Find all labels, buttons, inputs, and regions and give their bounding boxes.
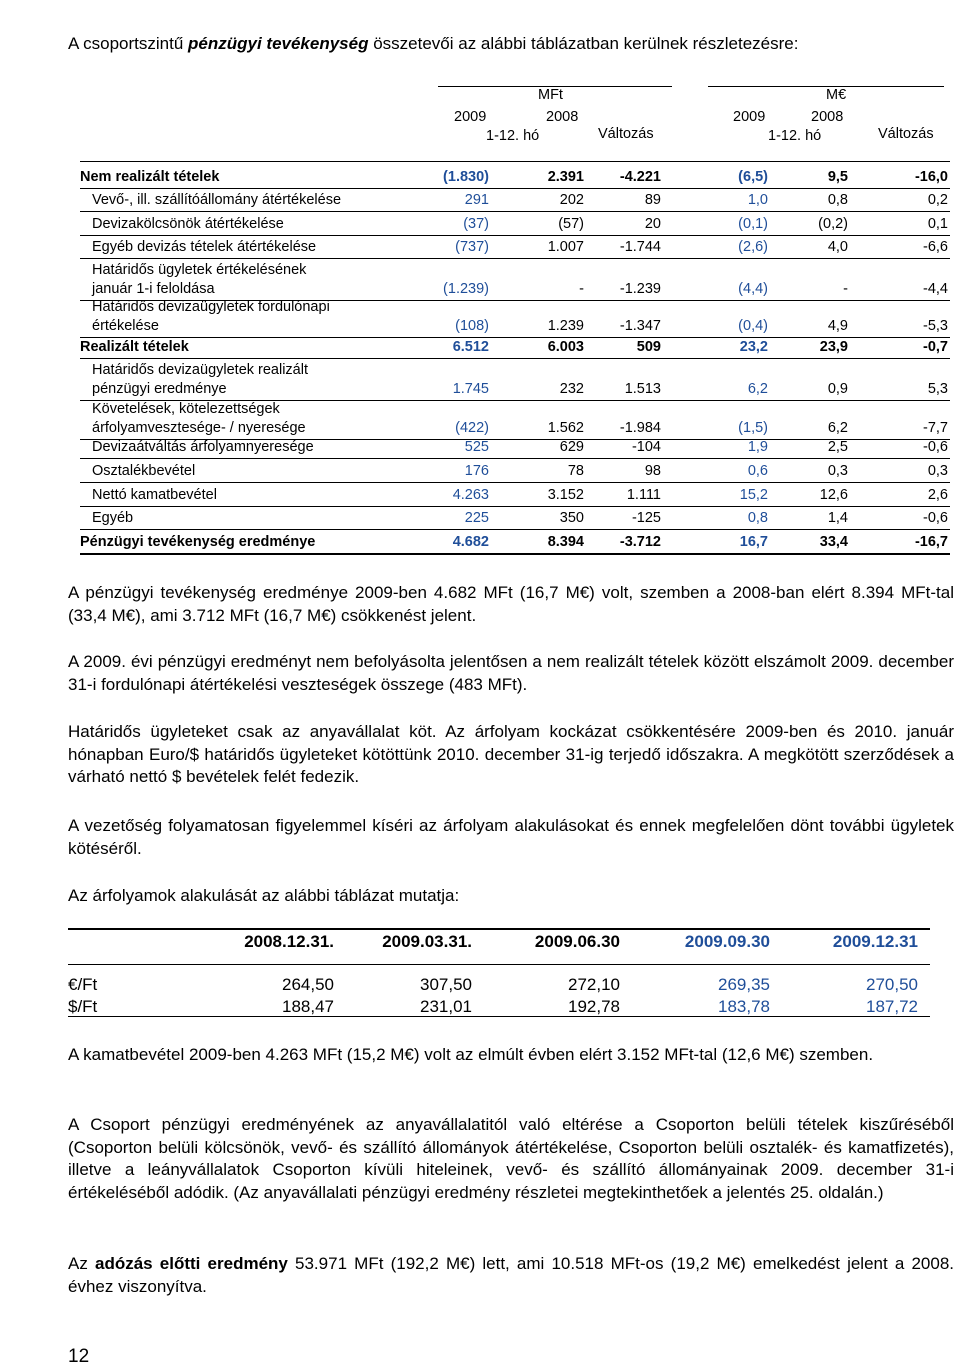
- row-value: 1.745: [452, 381, 489, 397]
- row-value: 33,4: [819, 534, 848, 550]
- row-value: 2,5: [827, 439, 848, 455]
- row-value: 15,2: [739, 487, 768, 503]
- row-value: (4,4): [738, 281, 768, 297]
- row-label: Nettó kamatbevétel: [92, 487, 217, 503]
- row-separator: [80, 358, 950, 359]
- row-value: 176: [464, 463, 489, 479]
- row-separator: [80, 458, 950, 459]
- row-value: -: [843, 281, 848, 297]
- row-value: -0,7: [923, 339, 948, 355]
- rate-value: 307,50: [420, 975, 472, 994]
- row-label-continued: értékelése: [92, 318, 159, 334]
- rate-column-header: 2009.12.31: [832, 932, 918, 951]
- row-value: -4.221: [619, 169, 661, 185]
- pretax-emphasis: adózás előtti eredmény: [95, 1254, 288, 1273]
- row-separator: [80, 506, 950, 507]
- row-value: 6,2: [827, 420, 848, 436]
- row-value: -5,3: [923, 318, 948, 334]
- rate-table-top-line: [68, 928, 930, 930]
- row-value: 23,9: [819, 339, 848, 355]
- row-label: Pénzügyi tevékenység eredménye: [80, 534, 316, 550]
- row-value: (1.239): [443, 281, 489, 297]
- row-value: (1.830): [443, 169, 489, 185]
- rate-value: 231,01: [420, 997, 472, 1016]
- row-value: (2,6): [738, 239, 768, 255]
- rate-value: 269,35: [718, 975, 770, 994]
- row-value: 4.682: [452, 534, 489, 550]
- row-value: (6,5): [738, 169, 768, 185]
- row-label: Vevő-, ill. szállítóállomány átértékelése: [92, 192, 342, 208]
- row-separator: [80, 482, 950, 483]
- col-header-2009-mft: 2009: [454, 109, 487, 125]
- row-value: 225: [464, 510, 489, 526]
- row-value: -1.239: [619, 281, 661, 297]
- row-value: -7,7: [923, 420, 948, 436]
- row-separator: [80, 258, 950, 259]
- paragraph-financial-result: A pénzügyi tevékenység eredménye 2009-ben 4.682 MFt (16,7 M€) volt, szemben a 2008-ban elért 8.394 MFt-tal (33,4 M€), ami 3.712 MFt (16,7 M€) csökkenést jelent.: [68, 583, 954, 625]
- row-value: 16,7: [739, 534, 768, 550]
- row-value: (57): [558, 216, 584, 232]
- row-value: 20: [644, 216, 661, 232]
- row-value: 98: [644, 463, 661, 479]
- row-value: -16,7: [914, 534, 948, 550]
- col-header-period-meur: 1-12. hó: [768, 128, 822, 144]
- row-value: -1.347: [619, 318, 661, 334]
- row-value: 89: [644, 192, 661, 208]
- row-label-continued: árfolyamvesztesége- / nyeresége: [92, 420, 306, 436]
- row-value: 4.263: [452, 487, 489, 503]
- group-header-meur: M€: [826, 87, 847, 103]
- row-value: 291: [464, 192, 489, 208]
- intro-emphasis: pénzügyi tevékenység: [188, 34, 369, 53]
- rate-column-header: 2009.03.31.: [382, 932, 472, 951]
- row-value: 1,9: [747, 439, 768, 455]
- col-header-2009-meur: 2009: [733, 109, 766, 125]
- row-value: 0,3: [927, 463, 948, 479]
- rate-value: 192,78: [568, 997, 620, 1016]
- row-value: 0,1: [927, 216, 948, 232]
- row-value: (0,4): [738, 318, 768, 334]
- paragraph-forward-deals: Határidős ügyleteket csak az anyavállalat köt. Az árfolyam kockázat csökkentésére 2009-ben és 2010. január hónapban Euro/$ határidős ügyleteket kötöttünk 2010. december 31-ig terjedő időszakra. A megkötött szerződések a várható nettó $ bevételek felét fedezik.: [68, 722, 954, 786]
- rate-column-header: 2009.09.30: [684, 932, 770, 951]
- row-value: (422): [455, 420, 489, 436]
- row-value: (108): [455, 318, 489, 334]
- intro-text: A csoportszintű pénzügyi tevékenység összetevői az alábbi táblázatban kerülnek részletezésre:: [68, 34, 799, 53]
- rate-table-bottom-line: [68, 1016, 930, 1017]
- row-label-continued: január 1-i feloldása: [92, 281, 215, 297]
- row-label: Egyéb devizás tételek átértékelése: [92, 239, 317, 255]
- col-header-2008-meur: 2008: [811, 109, 844, 125]
- rate-value: 188,47: [282, 997, 334, 1016]
- row-value: -16,0: [914, 169, 948, 185]
- row-label: Realizált tételek: [80, 339, 189, 355]
- col-header-2008-mft: 2008: [546, 109, 579, 125]
- row-value: -125: [631, 510, 661, 526]
- row-value: (0,1): [738, 216, 768, 232]
- paragraph-unrealized: A 2009. évi pénzügyi eredményt nem befolyásolta jelentősen a nem realizált tételek között elszámolt 2009. december 31-i fordulónapi átértékelési veszteségek összege (483 MFt).: [68, 652, 954, 694]
- row-value: -4,4: [923, 281, 948, 297]
- row-value: 232: [559, 381, 584, 397]
- rate-value: 183,78: [718, 997, 770, 1016]
- row-value: 350: [559, 510, 584, 526]
- row-label: Devizaátváltás árfolyamnyeresége: [92, 439, 314, 455]
- rate-value: 270,50: [866, 975, 918, 994]
- row-value: (1,5): [738, 420, 768, 436]
- row-value: 0,6: [747, 463, 768, 479]
- row-value: 6.003: [547, 339, 584, 355]
- row-value: 23,2: [739, 339, 768, 355]
- paragraph-pretax: Az adózás előtti eredmény 53.971 MFt (192,2 M€) lett, ami 10.518 MFt-os (19,2 M€) emelkedést jelent a 2008. évhez viszonyítva.: [68, 1254, 955, 1296]
- col-header-change-mft: Változás: [598, 126, 654, 142]
- row-value: 202: [559, 192, 584, 208]
- paragraph-management: A vezetőség folyamatosan figyelemmel kíséri az árfolyam alakulásokat és ennek megfelelően dönt további ügyletek kötéséről.: [68, 816, 954, 858]
- row-label: Határidős devizaügyletek fordulónapi: [92, 299, 330, 315]
- row-separator: [80, 529, 950, 530]
- row-value: 12,6: [819, 487, 848, 503]
- row-value: 1.513: [624, 381, 661, 397]
- row-value: 1,4: [827, 510, 848, 526]
- row-value: 1.239: [547, 318, 584, 334]
- row-value: 0,8: [827, 192, 848, 208]
- row-label: Egyéb: [92, 510, 134, 526]
- row-value: -1.984: [619, 420, 661, 436]
- row-value: 2,6: [927, 487, 948, 503]
- rate-row-label: $/Ft: [68, 997, 98, 1016]
- financial-activity-table: [68, 78, 952, 562]
- row-value: 1.562: [547, 420, 584, 436]
- row-value: 1,0: [747, 192, 768, 208]
- row-value: 0,8: [747, 510, 768, 526]
- row-separator: [80, 235, 950, 236]
- row-value: (0,2): [818, 216, 848, 232]
- row-separator: [80, 188, 950, 189]
- row-label: Osztalékbevétel: [92, 463, 196, 479]
- row-separator: [80, 337, 950, 338]
- page-number: 12: [68, 1346, 90, 1367]
- row-label-continued: pénzügyi eredménye: [92, 381, 227, 397]
- row-value: 525: [464, 439, 489, 455]
- col-header-period-mft: 1-12. hó: [486, 128, 540, 144]
- row-value: 78: [567, 463, 584, 479]
- rate-value: 264,50: [282, 975, 334, 994]
- row-value: 2.391: [547, 169, 584, 185]
- row-value: 3.152: [547, 487, 584, 503]
- row-value: 629: [559, 439, 584, 455]
- row-value: 0,3: [827, 463, 848, 479]
- rate-table-header-line: [68, 964, 930, 965]
- rate-column-header: 2008.12.31.: [244, 932, 334, 951]
- row-value: -6,6: [923, 239, 948, 255]
- row-value: 6.512: [452, 339, 489, 355]
- total-underline: [80, 553, 950, 555]
- exchange-rate-table: [68, 928, 930, 1020]
- row-value: 4,9: [827, 318, 848, 334]
- row-separator: [80, 211, 950, 212]
- row-value: 5,3: [927, 381, 948, 397]
- rate-row-label: €/Ft: [68, 975, 98, 994]
- row-value: -3.712: [619, 534, 661, 550]
- row-label: Nem realizált tételek: [80, 169, 220, 185]
- row-label: Követelések, kötelezettségek: [92, 401, 280, 417]
- row-value: -1.744: [619, 239, 661, 255]
- paragraph-interest: A kamatbevétel 2009-ben 4.263 MFt (15,2 M€) volt az elmúlt évben elért 3.152 MFt-tal (12,6 M€) szemben.: [68, 1045, 874, 1064]
- header-bottom-line: [80, 161, 950, 162]
- row-label: Határidős devizaügyletek realizált: [92, 362, 308, 378]
- row-label: Devizakölcsönök átértékelése: [92, 216, 284, 232]
- row-value: 0,9: [827, 381, 848, 397]
- row-value: (37): [463, 216, 489, 232]
- row-value: -0,6: [923, 510, 948, 526]
- paragraph-rates-intro: Az árfolyamok alakulását az alábbi táblázat mutatja:: [68, 886, 460, 905]
- rate-value: 272,10: [568, 975, 620, 994]
- row-value: 6,2: [747, 381, 768, 397]
- row-value: 9,5: [827, 169, 848, 185]
- row-value: (737): [455, 239, 489, 255]
- row-label: Határidős ügyletek értékelésének: [92, 262, 307, 278]
- row-value: 1.007: [547, 239, 584, 255]
- col-header-change-meur: Változás: [878, 126, 934, 142]
- row-value: -104: [631, 439, 661, 455]
- group-header-mft: MFt: [538, 87, 563, 103]
- row-value: 1.111: [626, 487, 661, 503]
- paragraph-group-difference: A Csoport pénzügyi eredményének az anyavállalatitól való eltérése a Csoporton belüli tételek kiszűréséből (Csoporton belüli kölcsönök, vevő- és szállító állományok átértékelése, Csoporton belüli osztalék- és kamatfizetés), illetve a leányvállalatok Csoporton kívüli hiteleinek, vevő- és szállító állományainak 2009. december 31-i értékeléséből adódik. (Az anyavállalati pénzügyi eredmény részletei megtekinthetőek a jelentés 25. oldalán.): [68, 1115, 954, 1202]
- rate-value: 187,72: [866, 997, 918, 1016]
- rate-column-header: 2009.06.30: [534, 932, 620, 951]
- row-value: 509: [636, 339, 661, 355]
- row-value: -0,6: [923, 439, 948, 455]
- row-value: -: [579, 281, 584, 297]
- row-value: 0,2: [927, 192, 948, 208]
- row-value: 8.394: [547, 534, 584, 550]
- row-value: 4,0: [827, 239, 848, 255]
